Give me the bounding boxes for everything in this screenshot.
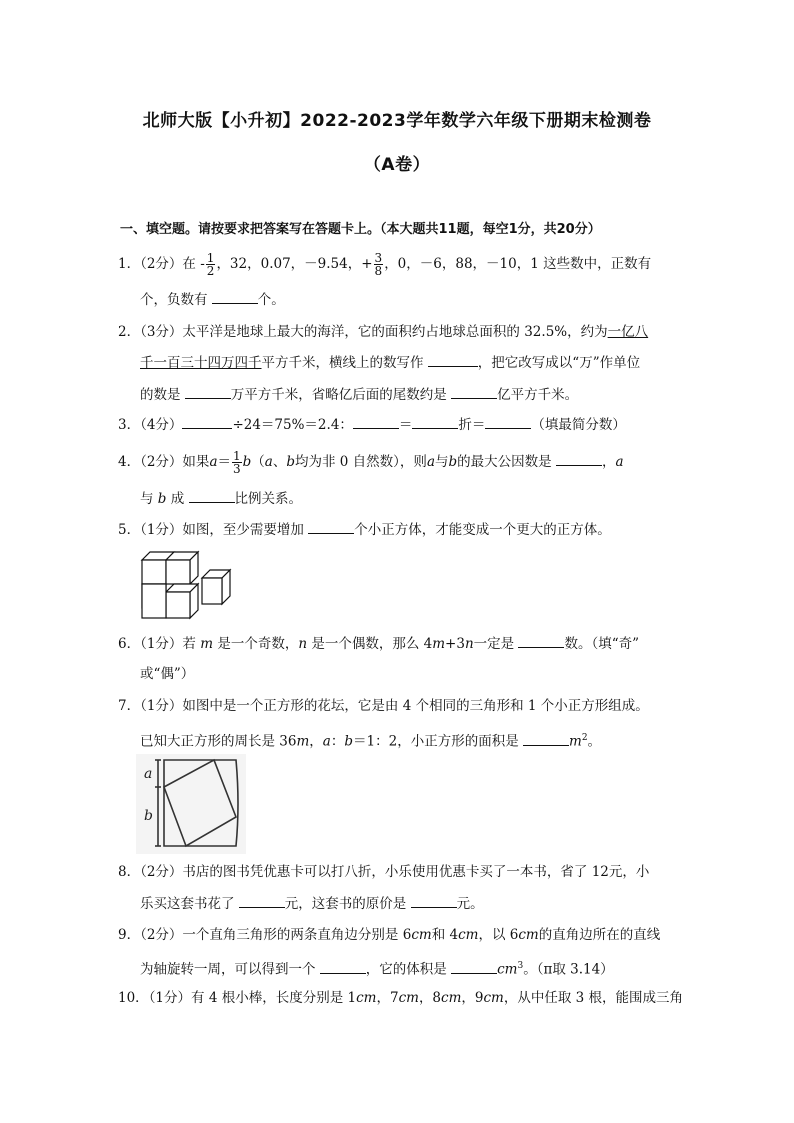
fraction-numerator: 1 (233, 449, 241, 463)
question-text: 是一个奇数， (217, 636, 299, 652)
page-title: 北师大版【小升初】2022-2023学年数学六年级下册期末检测卷 (142, 111, 652, 131)
answer-blank[interactable] (556, 451, 602, 466)
variable: n (464, 636, 474, 652)
question-text: 数。（填“奇” (564, 636, 640, 652)
question-text: ＝ (217, 454, 231, 470)
answer-blank[interactable] (239, 893, 285, 908)
variable: m (432, 636, 446, 652)
fraction (206, 252, 216, 277)
fraction-denominator: 2 (206, 264, 215, 278)
answer-blank[interactable] (411, 893, 457, 908)
question-text: ，9 (461, 990, 484, 1006)
question-number: 3． (118, 417, 141, 433)
question-text: ，把它改写成以“万”作单位 (477, 355, 641, 371)
unit: cm (441, 990, 462, 1006)
question-6-line-1 (118, 633, 639, 654)
question-text: 。（π取 3.14） (523, 961, 614, 978)
question-number: 9． (118, 927, 141, 943)
cube-stack-figure (136, 548, 232, 624)
answer-blank[interactable] (518, 633, 564, 648)
question-9-line-2 (140, 956, 614, 980)
question-text: 个小正方体，才能变成一个更大的正方体。 (354, 522, 611, 538)
question-text: 、 (272, 454, 287, 470)
unit: cm (497, 961, 518, 978)
question-text: 个。 (257, 292, 285, 308)
variable: b (242, 454, 252, 470)
fraction (374, 252, 384, 277)
question-text: ，7 (376, 990, 399, 1006)
question-text: ÷24＝75%＝2.4： (232, 417, 353, 433)
variable: m (200, 636, 214, 652)
unit: cm (518, 927, 539, 943)
square-garden-figure (136, 754, 246, 854)
unit: m (569, 733, 582, 750)
question-text: （1分）如图中是一个正方形的花坛，它是由 4 个相同的三角形和 1 个小正方形组成。 (140, 698, 649, 714)
question-text: （1分）有 4 根小棒，长度分别是 1 (148, 990, 357, 1006)
question-number: 10． (118, 990, 149, 1006)
question-text: 元，这套书的原价是 (284, 896, 407, 912)
variable: n (298, 636, 308, 652)
question-text: 与 (140, 491, 154, 507)
question-4-line-2 (140, 488, 302, 509)
fraction-numerator: 3 (374, 251, 383, 265)
question-text: ： (330, 733, 345, 750)
question-text: 与 (435, 454, 449, 470)
question-6-line-2 (140, 664, 194, 684)
question-3 (118, 414, 626, 435)
question-text: ， (601, 454, 616, 470)
answer-blank[interactable] (185, 384, 231, 399)
fraction-numerator: 1 (206, 251, 215, 265)
question-number: 6． (118, 636, 141, 652)
variable: a (426, 454, 435, 470)
answer-blank[interactable] (308, 519, 354, 534)
variable: b (286, 454, 296, 470)
question-text: （2分）一个直角三角形的两条直角边分别是 6 (140, 927, 412, 943)
question-1-line-2 (140, 289, 285, 310)
question-text: 平方千米，横线上的数写作 (261, 355, 424, 371)
question-text: （1分）若 (140, 636, 196, 652)
question-text: ＝ (398, 417, 413, 433)
page-subtitle: （A卷） (363, 155, 431, 175)
question-text: （填最简分数） (531, 417, 626, 433)
unit: cm (356, 990, 377, 1006)
variable: a (615, 454, 624, 470)
fraction (232, 450, 242, 475)
question-text: 。 (587, 733, 602, 750)
answer-blank[interactable] (451, 959, 497, 974)
question-text: ，8 (418, 990, 442, 1006)
answer-blank[interactable] (412, 414, 458, 429)
question-text: ，以 6 (478, 927, 519, 943)
question-text: 乐买这套书花了 (140, 896, 235, 912)
question-8-line-2 (140, 893, 484, 914)
question-10-line-1 (118, 988, 683, 1008)
superscript: 2 (581, 733, 588, 743)
question-number: 2． (118, 324, 141, 340)
question-1-line-1 (118, 252, 651, 277)
question-text: 元。 (456, 896, 484, 912)
question-number: 7． (118, 698, 141, 714)
question-text: ，32，0.07，－9.54，+ (216, 256, 373, 272)
unit: cm (483, 990, 504, 1006)
question-text: （ (251, 454, 265, 470)
question-9-line-1 (118, 925, 660, 945)
variable: b (344, 733, 354, 750)
question-text: ，从中任取 3 根，能围成三角 (503, 990, 684, 1006)
question-4-line-1 (118, 450, 624, 475)
question-text: ， (309, 733, 323, 750)
question-number: 5． (118, 522, 141, 538)
question-7-line-2 (140, 728, 601, 752)
answer-blank[interactable] (212, 289, 258, 304)
section-heading: 一、填空题。请按要求把答案写在答题卡上。（本大题共11题，每空1分，共20分） (120, 222, 601, 237)
unit: cm (411, 927, 432, 943)
question-text: （1分）如图，至少需要增加 (140, 522, 304, 538)
question-text: 个，负数有 (140, 292, 208, 308)
question-text: 和 4 (431, 927, 459, 943)
fraction-denominator: 3 (233, 462, 241, 476)
answer-blank[interactable] (523, 731, 569, 746)
question-2-line-1 (118, 322, 648, 342)
question-text: ＝1：2，小正方形的面积是 (353, 733, 519, 750)
question-text: （2分）书店的图书凭优惠卡可以打八折，小乐使用优惠卡买了一本书，省了 12元，小 (140, 864, 650, 880)
variable: a (209, 454, 218, 470)
fraction-denominator: 8 (374, 264, 383, 278)
variable: m (296, 733, 310, 750)
question-text: ，它的体积是 (365, 961, 447, 978)
question-text: （3分）太平洋是地球上最大的海洋，它的面积约占地球总面积的 32.5%，约为 (140, 324, 608, 340)
question-text: 的直角边所在的直线 (538, 927, 661, 943)
question-text: +3 (445, 636, 465, 652)
question-text: 折＝ (458, 417, 486, 433)
figure-label-b: b (144, 808, 153, 824)
variable: b (157, 491, 167, 507)
superscript: 3 (517, 961, 524, 971)
question-text: 亿平方千米。 (497, 387, 579, 403)
question-2-line-3 (140, 384, 578, 405)
figure-label-a: a (144, 766, 153, 782)
underlined-text: 千一百三十四万四千 (140, 355, 262, 371)
unit: cm (458, 927, 479, 943)
answer-blank[interactable] (428, 352, 478, 367)
answer-blank[interactable] (451, 384, 497, 399)
question-text: 的最大公因数是 (457, 454, 552, 470)
answer-blank[interactable] (485, 414, 531, 429)
question-2-line-2 (140, 352, 640, 373)
answer-blank[interactable] (189, 488, 235, 503)
unit: cm (398, 990, 419, 1006)
question-text: ，0，－6，88，－10，1 这些数中，正数有 (384, 256, 652, 272)
question-number: 1． (118, 256, 141, 272)
question-text: （2分）在 - (140, 256, 205, 272)
question-text: 比例关系。 (234, 491, 303, 507)
question-text: （2分）如果 (140, 454, 210, 470)
question-text: 的数是 (140, 387, 181, 403)
underlined-text: 一亿八 (607, 324, 649, 340)
answer-blank[interactable] (182, 414, 232, 429)
variable: b (448, 454, 458, 470)
question-text: 均为非 0 自然数），则 (295, 454, 427, 470)
question-text: 为轴旋转一周，可以得到一个 (140, 961, 316, 978)
question-text: 是一个偶数，那么 4 (311, 636, 433, 652)
question-8-line-1 (118, 862, 649, 882)
question-text: （4分） (140, 417, 183, 433)
variable: a (322, 733, 331, 750)
answer-blank[interactable] (353, 414, 399, 429)
question-number: 4． (118, 454, 141, 470)
question-text: 已知大正方形的周长是 36 (140, 733, 297, 750)
question-5 (118, 519, 611, 540)
question-7-line-1 (118, 696, 649, 716)
question-text: 或“偶”） (140, 666, 195, 682)
question-text: 成 (170, 491, 185, 507)
variable: a (264, 454, 273, 470)
question-text: 万平方千米，省略亿后面的尾数约是 (230, 387, 447, 403)
answer-blank[interactable] (320, 959, 366, 974)
question-number: 8． (118, 864, 141, 880)
question-text: 一定是 (473, 636, 515, 652)
